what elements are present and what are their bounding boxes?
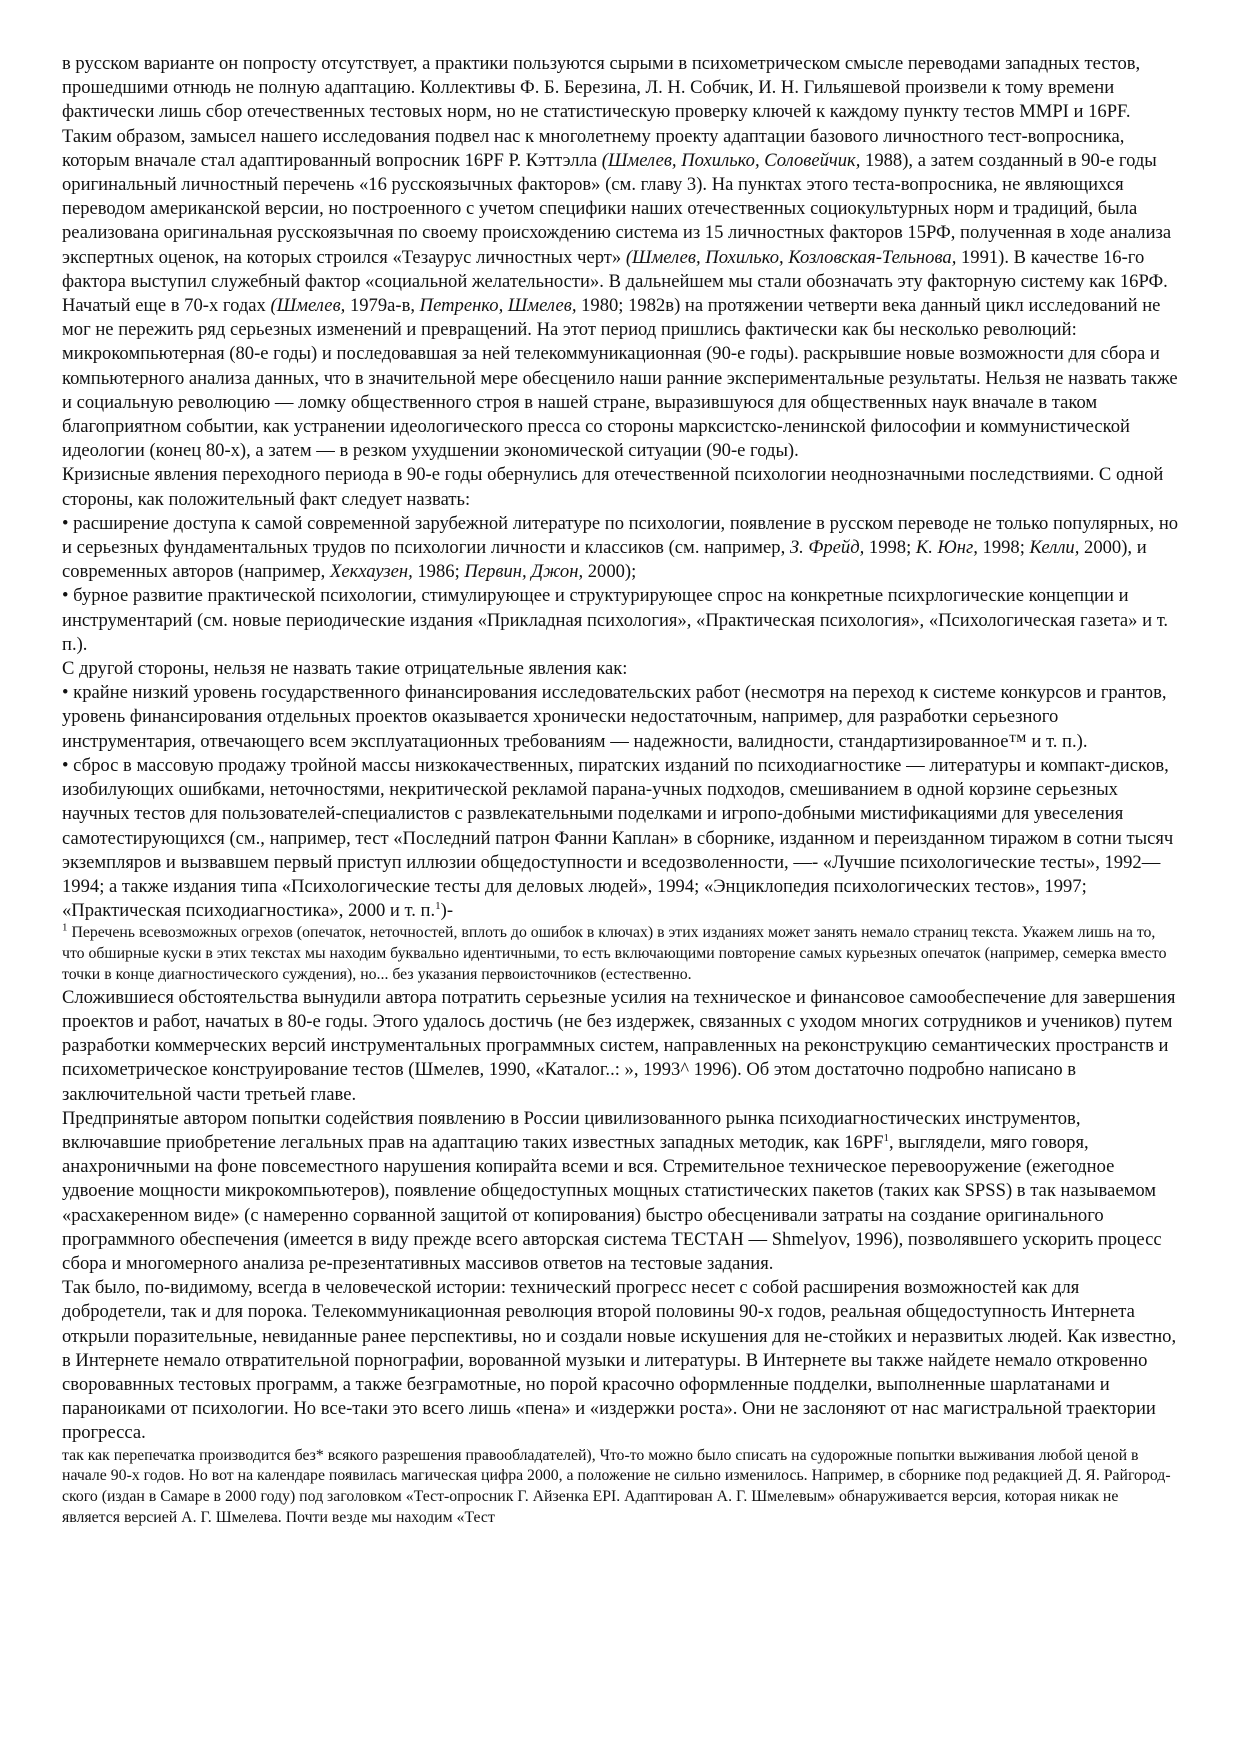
paragraph-2: Начатый еще в 70-х годах (Шмелев, 1979а-в, Петренко, Шмелев, 1980; 1982в) на протяжении четверти века данный цикл исследований не мог не пережить ряд серьезных изменений и превращений. На этот период пришлись фактически как бы несколько революций: микрокомпьютерная (80-е годы) и последовавшая за ней телекоммуникационная (90-е годы). раскрывшие новые возможности для сбора и компьютерного анализа данных, что в значительной мере обесценило наши ранние экспериментальные результаты. Нельзя не назвать также и социальную революцию — ломку общественного строя в нашей стране, выразившуюся для общественных наук вначале в таком благоприятном событии, как устранении идеологического пресса со стороны марксистско-ленинской философии и коммунистической идеологии (конец 80-х), а затем — в резком ухудшении экономической ситуации (90-е годы). (62, 295, 1178, 462)
footnote-marker: 1 (883, 1131, 889, 1144)
citation: Хекхаузен, (329, 561, 413, 583)
citation: Петренко, Шмелев, (419, 295, 577, 317)
bullet-item-1: • расширение доступа к самой современной зарубежной литературе по психологии, появление в русском переводе не только популярных, но и серьезных фундаментальных трудов по психологии личности и классиков (см. например, З. Фрейд, 1998; К. Юнг, 1998; Келли, 2000), и современных авторов (например, Хекхаузен, 1986; Первин, Джон, 2000); (62, 512, 1179, 583)
footnote-number: 1 (62, 922, 68, 935)
bullet-item-4: • сброс в массовую продажу тройной массы низкокачественных, пиратских изданий по психодиагностике — литературы и компакт-дисков, изобилующих ошибками, неточностями, некритической рекламой парана-учных подходов, смешиванием в одной корзине серьезных научных тестов для пользователей-специалистов с развлекательными поделками и игропо-добными мистификациями для увеселения самотестирующихся (см., например, тест «Последний патрон Фанни Каплан» в сборнике, изданном и переизданном тиражом в сотни тысяч экземпляров и вызвавшем первый приступ иллюзии общедоступности и вседозволенности, —- «Лучшие психологические тесты», 1992—1994; а также издания типа «Психологические тесты для деловых людей», 1994; «Энциклопедия психологических тестов», 1997; «Практическая психодиагностика», 2000 и т. п.$^1$)- (62, 754, 1174, 922)
citation: (Шмелев, (270, 295, 346, 317)
paragraph-4: С другой стороны, нельзя не назвать такие отрицательные явления как: (62, 658, 628, 680)
document-page (62, 52, 1180, 1529)
citation: (Шмелев, Похилько, Соловейчик, (601, 149, 861, 171)
citation: З. Фрейд, (789, 537, 865, 559)
paragraph-1: в русском варианте он попросту отсутствует, а практики пользуются сырыми в психометрическом смысле переводами западных тестов, прошедшими отнюдь не полную адаптацию. Коллективы Ф. Б. Березина, Л. Н. Собчик, И. Н. Гильяшевой произвели к тому времени фактически лишь сбор отечественных тестовых норм, но не статистическую проверку ключей к каждому пункту тестов MMPI и 16PF. Таким образом, замысел нашего исследования подвел нас к многолетнему проекту адаптации базового личностного тест-вопросника, которым вначале стал адаптированный вопросник 16PF Р. Кэттэлла (Шмелев, Похилько, Соловейчик, 1988), а затем созданный в 90-е годы оригинальный личностный перечень «16 русскоязычных факторов» (см. главу 3). На пунктах этого теста-вопросника, не являющихся переводом американской версии, но построенного с учетом специфики наших отечественных социокультурных норм и традиций, была реализована оригинальная русскоязычная по своему происхождению система из 15 личностных факторов 15РФ, полученная в ходе анализа экспертных оценок, на которых строился «Тезаурус личностных черт» (Шмелев, Похилько, Козловская-Тельнова, 1991). В качестве 16-го фактора выступил служебный фактор «социальной желательности». В дальнейшем мы стали обозначать эту факторную систему как 16РФ. (62, 53, 1172, 292)
citation: Келли, (1029, 537, 1080, 559)
citation: К. Юнг, (915, 537, 978, 559)
paragraph-7: Так было, по-видимому, всегда в человеческой истории: технический прогресс несет с собой расширения возможностей как для добродетели, так и для порока. Телекоммуникационная революция второй половины 90-х годов, реальная общедоступность Интернета открыли поразительные, невиданные ранее перспективы, но и создали новые искушения для не-стойких и неразвитых людей. Как известно, в Интернете немало отвратительной порнографии, ворованной музыки и литературы. В Интернете вы также найдете немало откровенно своровавнных тестовых программ, а также безграмотные, но порой красочно оформленные подделки, выполненные шарлатанами и параноиками от психологии. Но все-таки это всего лишь «пена» и «издержки роста». Они не заслоняют от нас магистральной траектории прогресса. (62, 1277, 1177, 1444)
citation: Первин, Джон, (464, 561, 584, 583)
footnote: $^1$ Перечень всевозможных огрехов (опечаток, неточностей, вплоть до ошибок в ключах) в этих изданиях может занять немало страниц текста. Укажем лишь на то, что обширные куски в этих текстах мы находим буквально идентичными, то есть включающими повторение самых курьезных опечаток (например, семерка вместо точки в конце диагностического суждения), но... без указания первоисточников (естественно. (62, 922, 1167, 983)
footnote-continuation: так как перепечатка производится без* всякого разрешения правообладателей), Что-то можно было списать на судорожные попытки выживания любой ценой в начале 90-х годов. Но вот на календаре появилась магическая цифра 2000, а положение не сильно изменилось. Например, в сборнике под редакцией Д. Я. Райгород-ского (издан в Самаре в 2000 году) под заголовком «Тест-опросник Г. Айзенка EPI. Адаптирован А. Г. Шмелевым» обнаруживается версия, которая никак не является версией А. Г. Шмелева. Почти везде мы находим «Тест (62, 1446, 1171, 1526)
paragraph-6: Предпринятые автором попытки содействия появлению в России цивилизованного рынка психодиагностических инструментов, включавшие приобретение легальных прав на адаптацию таких известных западных методик, как $16PF^1$, выглядели, мяго говоря, анахроничными на фоне повсеместного нарушения копирайта всеми и вся. Стремительное техническое перевооружение (ежегодное удвоение мощности микрокомпьютеров), появление общедоступных мощных статистических пакетов (таких как SPSS) в так называемом «расхакеренном виде» (с намеренно сорванной защитой от копирования) быстро обесценивали затраты на создание оригинального программного обеспечения (имеется в виду прежде всего авторская система ТЕСТАН — Shmelyov, 1996), позволявшего ускорить процесс сбора и многомерного анализа ре-презентативных массивов ответов на тестовые задания. (62, 1107, 1162, 1274)
bullet-item-2: • бурное развитие практической психологии, стимулирующее и структурирующее спрос на конкретные психрлогические концепции и инструментарий (см. новые периодические издания «Прикладная психология», «Практическая психология», «Психологическая газета» и т. п.). (62, 585, 1169, 655)
citation: (Шмелев, Похилько, Козловская-Тельнова, (625, 246, 957, 268)
paragraph-5: Сложившиеся обстоятельства вынудили автора потратить серьезные усилия на техническое и финансовое самообеспечение для завершения проектов и работ, начатых в 80-е годы. Этого удалось достичь (не без издержек, связанных с уходом многих сотрудников и учеников) путем разработки коммерческих версий инструментальных программных систем, направленных на реконструкцию семантических пространств и психометрическое конструирование тестов (Шмелев, 1990, «Каталог..: », 1993^ 1996). Об этом достаточно подробно написано в заключительной части третьей главе. (62, 986, 1176, 1105)
paragraph-3: Кризисные явления переходного периода в 90-е годы обернулись для отечественной психологии неоднозначными последствиями. С одной стороны, как положительный факт следует назвать: (62, 464, 1164, 510)
bullet-item-3: • крайне низкий уровень государственного финансирования исследовательских работ (несмотря на переход к системе конкурсов и грантов, уровень финансирования отдельных проектов оказывается хронически недостаточным, например, для разработки серьезного инструментария, отвечающего всем эксплуатационных требованиям — надежности, валидности, стандартизированное™ и т. п.). (62, 682, 1167, 752)
footnote-marker: 1 (435, 899, 441, 912)
